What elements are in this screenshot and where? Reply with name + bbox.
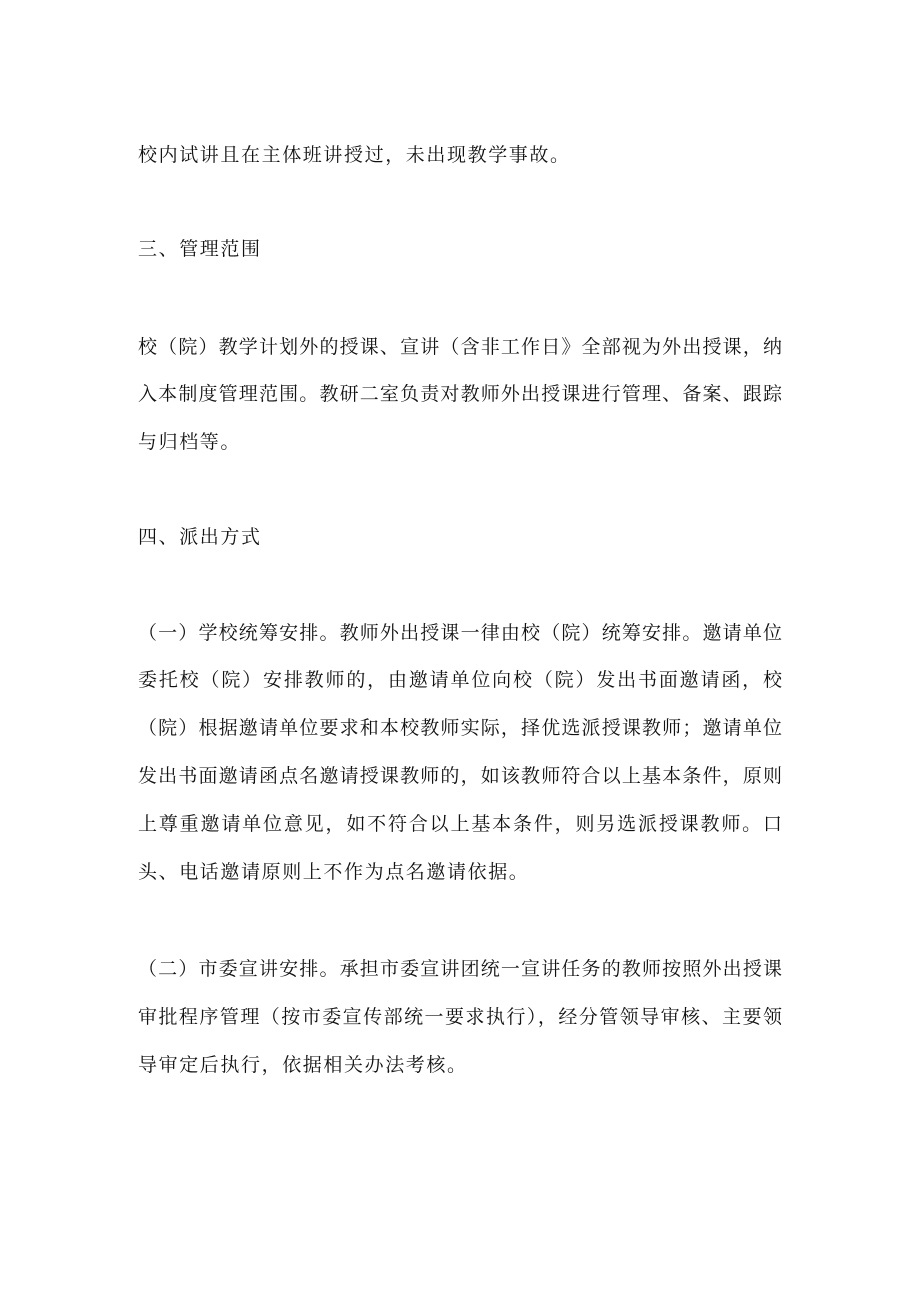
- paragraph-line: 委托校（院）安排教师的，由邀请单位向校（院）发出书面邀请函，校: [138, 669, 782, 691]
- section-heading-management-scope: 三、管理范围: [138, 238, 262, 260]
- paragraph-line: 校内试讲且在主体班讲授过，未出现教学事故。: [138, 144, 571, 166]
- paragraph-line: 发出书面邀请函点名邀请授课教师的，如该教师符合以上基本条件，原则: [138, 765, 782, 787]
- paragraph-line: 校（院）教学计划外的授课、宣讲（含非工作日》全部视为外出授课，纳: [138, 336, 782, 358]
- paragraph-line: （二）市委宣讲安排。承担市委宣讲团统一宣讲任务的教师按照外出授课: [138, 958, 782, 980]
- paragraph-line: 入本制度管理范围。教研二室负责对教师外出授课进行管理、备案、跟踪: [138, 383, 782, 405]
- section-heading-dispatch-method: 四、派出方式: [138, 526, 262, 548]
- paragraph-line: 审批程序管理（按市委宣传部统一要求执行），经分管领导审核、主要领: [138, 1006, 782, 1028]
- paragraph-line: 导审定后执行，依据相关办法考核。: [138, 1054, 468, 1076]
- paragraph-line: 上尊重邀请单位意见，如不符合以上基本条件，则另选派授课教师。口: [138, 813, 782, 835]
- paragraph-line: （一）学校统筹安排。教师外出授课一律由校（院）统筹安排。邀请单位: [138, 622, 782, 644]
- paragraph-line: 与归档等。: [138, 431, 242, 453]
- paragraph-line: （院）根据邀请单位要求和本校教师实际，择优选派授课教师；邀请单位: [138, 717, 782, 739]
- paragraph-line: 头、电话邀请原则上不作为点名邀请依据。: [138, 861, 530, 883]
